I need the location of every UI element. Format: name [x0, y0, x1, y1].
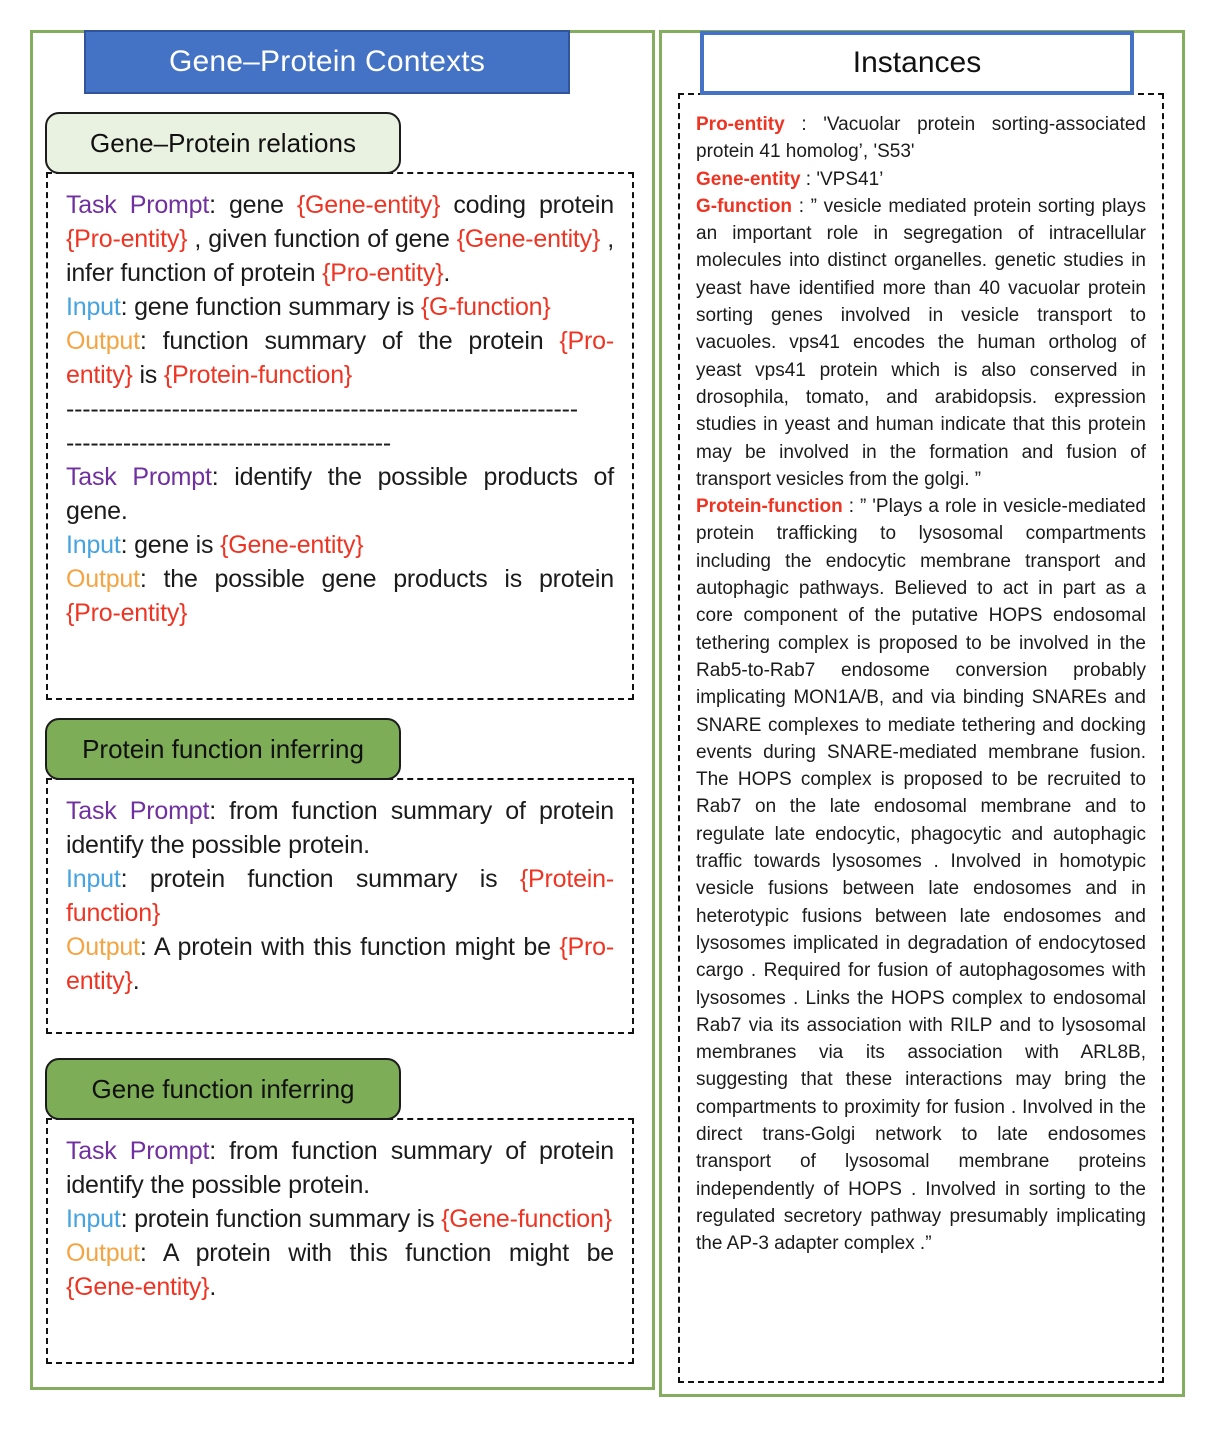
- prompt-box-protein-function-inferring: [46, 778, 634, 1034]
- section-label-protein-function-inferring: Protein function inferring: [45, 718, 401, 780]
- section-label-gene-function-inferring: Gene function inferring: [45, 1058, 401, 1120]
- instances-box: [678, 93, 1164, 1383]
- section-label-gene-protein-relations: Gene–Protein relations: [45, 112, 401, 174]
- prompt-box-gene-function-inferring: [46, 1118, 634, 1364]
- prompt-text-gene-function-inferring: Task Prompt: from function summary of protein identify the possible protein. Input: protein function summary is {Gene-function} Output: A protein with this function might be {Gene-entity}.: [66, 1137, 621, 1301]
- instances-text: Pro-entity : 'Vacuolar protein sorting-associated protein 41 homolog’, 'S53' Gene-entity : 'VPS41’ G-function : ” vesicle mediated protein sorting plays an important role in segregation of intracellular molecules into distinct organelles. genetic studies in yeast have identified more than 40 vacuolar protein sorting genes involved in vesicle transport to vacuoles. vps41 encodes the human ortholog of yeast vps41 protein which is also conserved in drosophila, tomato, and arabidopsis. expression studies in yeast and human indicate that this protein may be involved in the formation and fusion of transport vesicles from the golgi. ” Protein-function : ” 'Plays a role in vesicle-mediated protein trafficking to lysosomal compartments including the endocytic membrane transport and autophagic pathways. Believed to act in part as a core component of the putative HOPS endosomal tethering complex is proposed to be involved in the Rab5-to-Rab7 endosome conversion probably implicating MON1A/B, and via binding SNAREs and SNARE complexes to mediate tethering and docking events during SNARE-mediated membrane fusion. The HOPS complex is proposed to be recruited to Rab7 on the late endosomal membrane and to regulate late endocytic, phagocytic and autophagic traffic towards lysosomes . Involved in homotypic vesicle fusions between late endosomes and in heterotypic fusions between late endosomes and lysosomes implicated in degradation of endocytosed cargo . Required for fusion of autophagosomes with lysosomes . Links the HOPS complex to endosomal Rab7 via its association with RILP and to lysosomal membranes via its association with ARL8B, suggesting that these interactions may bring the compartments to proximity for fusion . Involved in the direct trans-Golgi network to late endosomes transport of lysosomal membrane proteins independently of HOPS . Involved in sorting to the regulated secretory pathway presumably implicating the AP-3 adapter complex .”: [696, 114, 1152, 1255]
- gene-protein-contexts-panel: [30, 30, 655, 1390]
- instances-panel: [659, 30, 1185, 1397]
- right-panel-title: Instances: [700, 31, 1134, 95]
- prompt-text-gene-protein-relations: Task Prompt: gene {Gene-entity} coding protein {Pro-entity} , given function of gene {Gene-entity} , infer function of protein {Pro-entity}. Input: gene function summary is {G-function} Output: function summary of the protein {Pro-entity} is {Protein-function} --------------------------------------------------------------- ---------------------------------------- Task Prompt: identify the possible products of gene. Input: gene is {Gene-entity} Output: the possible gene products is protein {Pro-entity}: [66, 191, 621, 627]
- prompt-text-protein-function-inferring: Task Prompt: from function summary of protein identify the possible protein. Input: protein function summary is {Protein-function} Output: A protein with this function might be {Pro-entity}.: [66, 797, 621, 995]
- left-panel-title: Gene–Protein Contexts: [84, 30, 570, 94]
- prompt-box-gene-protein-relations: [46, 172, 634, 700]
